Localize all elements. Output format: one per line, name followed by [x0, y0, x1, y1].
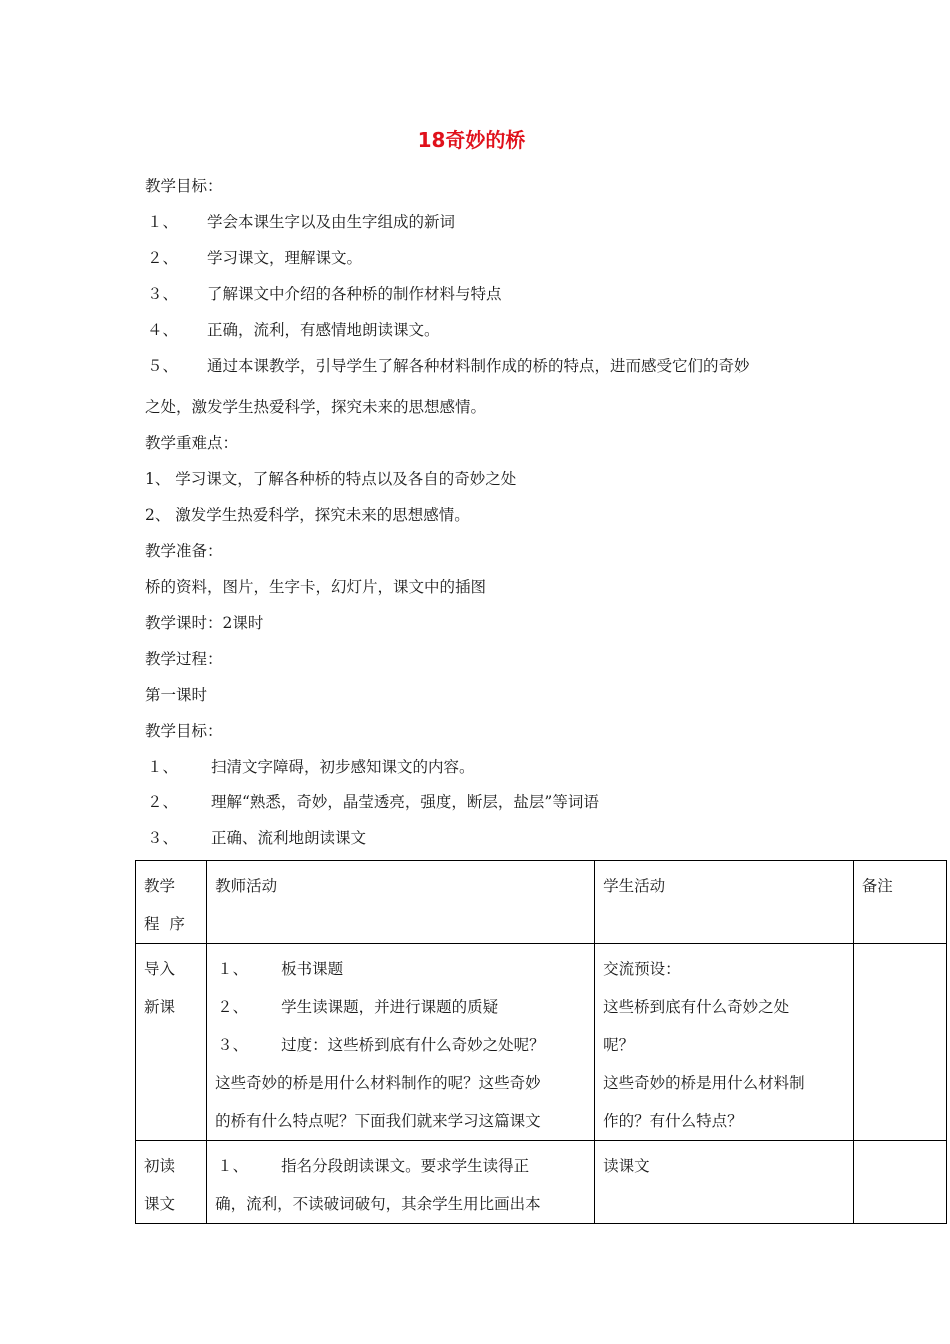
key-point-item: 1、 学习课文，了解各种桥的特点以及各自的奇妙之处 [145, 470, 517, 488]
teacher-activity-cell [207, 944, 595, 1141]
stage-line: 新课 [144, 998, 176, 1016]
lesson-plan-table [135, 860, 947, 1224]
student-activity-cell [595, 944, 854, 1141]
goal-text: 学习课文，理解课文。 [207, 249, 363, 267]
key-points-heading: 教学重难点： [145, 434, 239, 452]
goal-item [145, 284, 502, 304]
prep-heading: 教学准备： [145, 542, 223, 560]
goal-item [145, 320, 440, 340]
header-teacher [207, 861, 595, 944]
note-cell [853, 1141, 946, 1224]
lesson-goals-heading: 教学目标： [145, 722, 223, 740]
stage-line: 初读 [144, 1157, 176, 1175]
table-row [136, 944, 947, 1141]
header-stage [136, 861, 207, 944]
lesson-goal-number: ２、 [147, 793, 179, 811]
teacher-activity-number: １、 [217, 1157, 249, 1175]
teacher-activity-text: 板书课题 [281, 960, 344, 978]
lesson-goal-item [145, 828, 366, 848]
document-title: 18奇妙的桥 [417, 128, 526, 152]
table-header-row [136, 861, 947, 944]
goal-number: ４、 [147, 321, 179, 339]
goal-item [145, 212, 455, 232]
header-teacher-label: 教师活动 [215, 877, 278, 895]
student-activity-line: 交流预设： [603, 960, 681, 978]
student-activity-line: 这些奇妙的桥是用什么材料制 [603, 1074, 805, 1092]
goal-text: 通过本课教学，引导学生了解各种材料制作成的桥的特点，进而感受它们的奇妙 [207, 357, 750, 375]
teacher-activity-line [215, 988, 586, 1026]
key-point-item: 2、 激发学生热爱科学，探究未来的思想感情。 [145, 506, 470, 524]
process-heading: 教学过程： [145, 650, 223, 668]
stage-line: 导入 [144, 960, 176, 978]
teacher-activity-text: 学生读课题，并进行课题的质疑 [281, 998, 499, 1016]
lesson-one-heading: 第一课时 [145, 686, 208, 704]
teacher-activity-number: ２、 [217, 998, 249, 1016]
teacher-activity-cell [207, 1141, 595, 1224]
note-cell [853, 944, 946, 1141]
goal-item [145, 356, 750, 376]
student-activity-line: 呢？ [603, 1036, 635, 1054]
goal-text: 正确，流利，有感情地朗读课文。 [207, 321, 440, 339]
class-hours: 教学课时：2课时 [145, 614, 264, 632]
header-student [595, 861, 854, 944]
teacher-activity-number: ３、 [217, 1036, 249, 1054]
header-note [853, 861, 946, 944]
teacher-activity-line: 的桥有什么特点呢？下面我们就来学习这篇课文 [215, 1112, 541, 1130]
student-activity-cell [595, 1141, 854, 1224]
teacher-activity-line [215, 1147, 586, 1185]
lesson-goal-item [145, 757, 475, 777]
prep-text: 桥的资料，图片，生字卡，幻灯片，课文中的插图 [145, 578, 487, 596]
header-student-label: 学生活动 [603, 877, 666, 895]
table-row [136, 1141, 947, 1224]
lesson-goal-number: ３、 [147, 829, 179, 847]
lesson-goal-text: 正确、流利地朗读课文 [211, 829, 367, 847]
teacher-activity-text: 指名分段朗读课文。要求学生读得正 [281, 1157, 530, 1175]
student-activity-line: 作的？有什么特点？ [603, 1112, 743, 1130]
goals-heading: 教学目标： [145, 177, 223, 195]
lesson-goal-text: 理解“熟悉，奇妙，晶莹透亮，强度，断层，盐层”等词语 [211, 793, 599, 811]
teacher-activity-number: １、 [217, 960, 249, 978]
teacher-activity-line [215, 1026, 586, 1064]
stage-line: 课文 [144, 1195, 176, 1213]
goal-number: ５、 [147, 357, 179, 375]
goal-item [145, 248, 362, 268]
header-note-label: 备注 [861, 877, 893, 895]
header-stage-line: 教学 [144, 877, 176, 895]
goal-number: ３、 [147, 285, 179, 303]
goal-number: ２、 [147, 249, 179, 267]
goal-text: 了解课文中介绍的各种桥的制作材料与特点 [207, 285, 502, 303]
goal-continuation: 之处，激发学生热爱科学，探究未来的思想感情。 [145, 398, 487, 416]
header-stage-line: 程 序 [144, 915, 185, 933]
lesson-goal-number: １、 [147, 758, 179, 776]
lesson-goal-item [145, 792, 599, 812]
student-activity-line: 读课文 [603, 1157, 650, 1175]
teacher-activity-line [215, 950, 586, 988]
teacher-activity-line: 确，流利，不读破词破句，其余学生用比画出本 [215, 1195, 541, 1213]
stage-cell [136, 1141, 207, 1224]
teacher-activity-line: 这些奇妙的桥是用什么材料制作的呢？这些奇妙 [215, 1074, 541, 1092]
stage-cell [136, 944, 207, 1141]
teacher-activity-text: 过度：这些桥到底有什么奇妙之处呢？ [281, 1036, 545, 1054]
goal-text: 学会本课生字以及由生字组成的新词 [207, 213, 456, 231]
lesson-goal-text: 扫清文字障碍，初步感知课文的内容。 [211, 758, 475, 776]
goal-number: １、 [147, 213, 179, 231]
student-activity-line: 这些桥到底有什么奇妙之处 [603, 998, 790, 1016]
